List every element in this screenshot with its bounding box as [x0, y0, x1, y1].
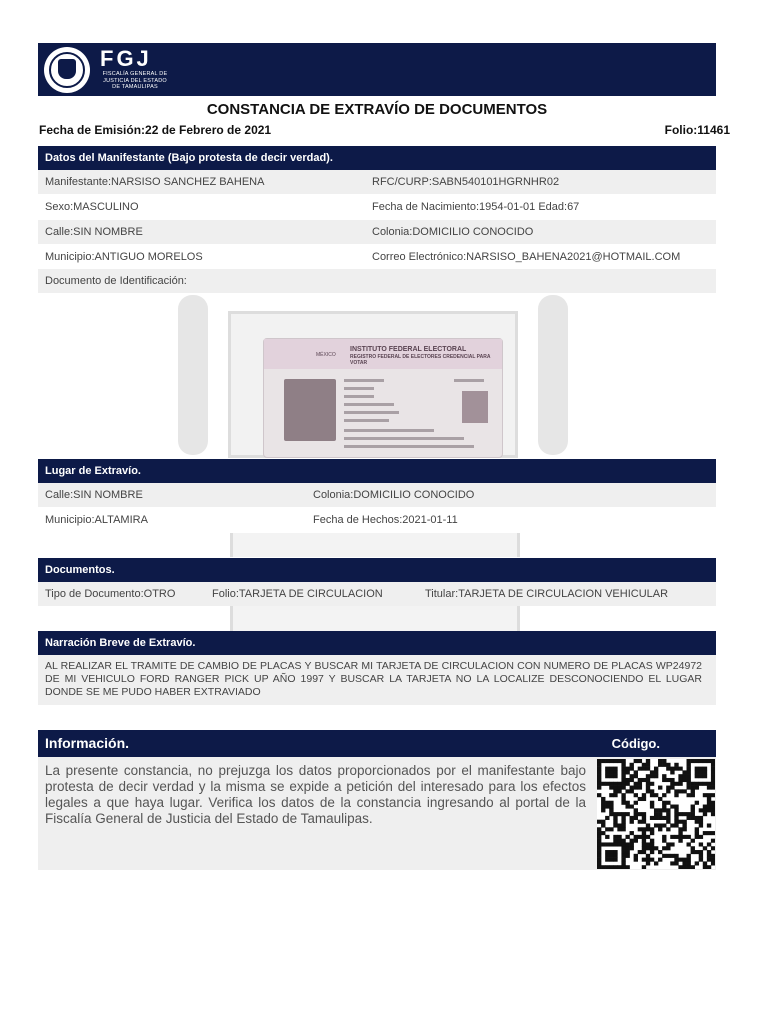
header-bar: [38, 43, 716, 96]
manifestante-municipio: Municipio:ANTIGUO MORELOS: [45, 251, 203, 263]
documento-tipo: Tipo de Documento:OTRO: [45, 588, 176, 600]
informacion-text: La presente constancia, no prejuzga los datos proporcionados por el manifestante bajo protesta de decir verdad y la misma se expide a petición del interesado para los efectos legales a que haya lugar. Verifica los datos de la constancia ingresando al portal de la Fiscalía General de Justicia del Estado de Tamaulipas.: [45, 763, 586, 826]
watermark-right-wing: [538, 295, 568, 455]
watermark-fragment-2: [230, 606, 520, 631]
informacion-heading: Información.: [45, 735, 130, 751]
manifestante-nacimiento: Fecha de Nacimiento:1954-01-01 Edad:67: [372, 201, 580, 213]
row-calle: [38, 220, 716, 244]
folio: Folio:11461: [664, 123, 730, 137]
id-card-photo: [284, 379, 336, 441]
fecha-emision: Fecha de Emisión:22 de Febrero de 2021: [39, 123, 272, 137]
fgj-logo: [100, 47, 170, 91]
watermark-fragment: [230, 533, 520, 557]
narracion-text: AL REALIZAR EL TRAMITE DE CAMBIO DE PLACAS Y BUSCAR MI TARJETA DE CIRCULACION CON NUMERO DE PLACAS WP24972 DE MI VEHICULO FORD RANGER PICK UP AÑO 1997 Y BUSCAR LA TARJETA NO LA LOCALIZE DESCONOCIENDO EL LUGAR DONDE SE ME PUDO HABER EXTRAVIADO: [38, 655, 716, 705]
row-documentos: [38, 582, 716, 606]
watermark-left-wing: [178, 295, 208, 455]
lugar-municipio: Municipio:ALTAMIRA: [45, 514, 148, 526]
row-lugar-calle: [38, 483, 716, 507]
row-manifestante: [38, 170, 716, 194]
document-title: CONSTANCIA DE EXTRAVÍO DE DOCUMENTOS: [206, 101, 548, 118]
lugar-fecha-hechos: Fecha de Hechos:2021-01-11: [313, 514, 458, 526]
manifestante-rfc: RFC/CURP:SABN540101HGRNHR02: [372, 176, 560, 188]
id-card-issuer: INSTITUTO FEDERAL ELECTORAL: [350, 346, 467, 353]
informacion-box: [38, 757, 716, 870]
manifestante-correo: Correo Electrónico:NARSISO_BAHENA2021@HOTMAIL.COM: [372, 251, 681, 263]
id-card-image: [263, 338, 503, 458]
id-card-photo-small: [462, 391, 488, 423]
manifestante-sexo: Sexo:MASCULINO: [45, 201, 139, 213]
section-narracion-heading: Narración Breve de Extravío.: [38, 631, 716, 655]
row-documento-identificacion: [38, 269, 716, 293]
row-municipio: [38, 245, 716, 269]
lugar-colonia: Colonia:DOMICILIO CONOCIDO: [313, 489, 475, 501]
logo-main-text: FGJ: [100, 46, 152, 71]
id-card-country: MÉXICO: [316, 352, 336, 358]
documento-titular: Titular:TARJETA DE CIRCULACION VEHICULAR: [425, 588, 669, 600]
lugar-calle: Calle:SIN NOMBRE: [45, 489, 143, 501]
qr-code-icon: [597, 759, 715, 869]
section-manifestante-heading: Datos del Manifestante (Bajo protesta de decir verdad).: [38, 146, 716, 170]
state-seal-icon: [44, 47, 90, 93]
id-document-area: [38, 293, 716, 458]
row-sexo: [38, 195, 716, 219]
manifestante-nombre: Manifestante:NARSISO SANCHEZ BAHENA: [45, 176, 265, 188]
documento-folio: Folio:TARJETA DE CIRCULACION: [212, 588, 383, 600]
id-card-subtitle: REGISTRO FEDERAL DE ELECTORES CREDENCIAL PARA VOTAR: [350, 354, 491, 366]
section-lugar-heading: Lugar de Extravío.: [38, 459, 716, 483]
manifestante-calle: Calle:SIN NOMBRE: [45, 226, 143, 238]
codigo-heading: Código.: [611, 736, 660, 751]
row-lugar-municipio: [38, 508, 716, 532]
logo-subtitle: FISCALÍA GENERAL DE JUSTICIA DEL ESTADO DE TAMAULIPAS: [102, 71, 168, 90]
documento-identificacion-label: Documento de Identificación:: [45, 275, 187, 287]
section-informacion-header: [38, 730, 716, 757]
section-documentos-heading: Documentos.: [38, 558, 716, 582]
manifestante-colonia: Colonia:DOMICILIO CONOCIDO: [372, 226, 534, 238]
